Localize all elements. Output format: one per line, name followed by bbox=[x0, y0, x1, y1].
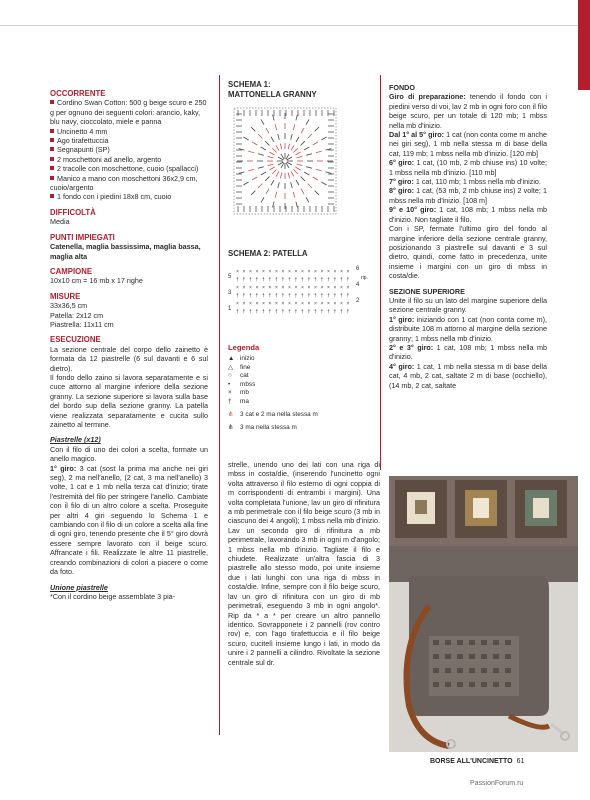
stitch-mark: × bbox=[314, 285, 317, 291]
page-footer bbox=[430, 758, 524, 765]
stitch-mark bbox=[315, 191, 319, 195]
stitch-mark: × bbox=[314, 269, 317, 275]
material-item: 1 fondo con i piedini 18x8 cm, cuoio bbox=[50, 192, 208, 201]
stitch-mark: † bbox=[255, 277, 259, 283]
material-item: 2 moschettoni ad anello, argento bbox=[50, 155, 208, 164]
stitch-mark: † bbox=[288, 277, 291, 283]
esecuzione-paragraph: La sezione centrale del corpo dello zainetto è formata da 12 piastrelle (6 sul davanti e 6 sul dietro). bbox=[50, 344, 208, 373]
stitch-mark: † bbox=[268, 277, 272, 283]
occorrente-heading: OCCORRENTE bbox=[50, 89, 106, 98]
sezione-round: 4° giro: 1 cat, 1 mb nella stessa m di base della cat, 4 mb, 2 cat, saltate 2 m di base (occhiello), (14 mb, 2 cat, saltate bbox=[389, 361, 547, 390]
stitch-mark: † bbox=[242, 309, 246, 315]
stitch-mark: † bbox=[320, 277, 324, 283]
stitch-mark: × bbox=[307, 269, 311, 275]
stitch-mark bbox=[272, 169, 276, 173]
misure-line: Patella: 2x12 cm bbox=[50, 310, 104, 320]
stitch-mark: × bbox=[236, 269, 239, 275]
material-item: Manico a mano con moschettoni 36x2,9 cm, cuoio/argento bbox=[50, 173, 198, 193]
stitch-mark bbox=[280, 173, 282, 179]
stitch-mark bbox=[301, 141, 305, 145]
legend-title: Legenda bbox=[228, 343, 260, 352]
stitch-mark: † bbox=[314, 277, 317, 283]
stitch-mark: † bbox=[288, 309, 291, 315]
sezione-paragraph: Unite il filo su un lato del margine superiore della sezione centrale granny. bbox=[389, 295, 547, 315]
misure-line: 33x36,5 cm bbox=[50, 301, 88, 311]
repeat-label: rip. bbox=[361, 275, 368, 281]
legend-item: • mbss bbox=[228, 380, 256, 388]
stitch-mark: × bbox=[268, 301, 272, 307]
stitch-mark: × bbox=[262, 285, 265, 291]
stitch-mark bbox=[296, 115, 298, 121]
stitch-mark bbox=[291, 134, 293, 140]
stitch-mark bbox=[291, 145, 294, 150]
stitch-mark: × bbox=[301, 285, 304, 291]
stitch-mark bbox=[261, 147, 266, 150]
stitch-mark: † bbox=[262, 293, 265, 299]
stitch-mark: × bbox=[249, 269, 252, 275]
unione-heading: Unione piastrelle bbox=[50, 582, 108, 592]
stitch-mark bbox=[248, 169, 254, 171]
stitch-mark: † bbox=[327, 293, 330, 299]
material-item: Uncinetto 4 mm bbox=[50, 127, 208, 136]
stitch-mark: † bbox=[236, 277, 239, 283]
bullet-square-icon bbox=[50, 100, 54, 104]
stitch-mark bbox=[258, 134, 262, 138]
fondo-round: 6° giro: 1 cat, (10 mb, 2 mb chiuse ins) 10 volte; 1 mbss nella mb d'inizio. [110 mb] bbox=[389, 158, 548, 177]
stitch-mark: † bbox=[340, 293, 343, 299]
fondo-paragraph: Con i SP, fermate l'ultimo giro del fondo al margine inferiore della sezione centrale granny, posizionando 3 piastrelle sul davanti e 3 sul dietro, quindi, come fatto in precedenza, unite insieme i margini con un giro di mbss in costa/die. bbox=[389, 224, 547, 281]
stitch-mark: † bbox=[307, 293, 311, 299]
stitch-mark: × bbox=[346, 269, 350, 275]
round-label: 1° giro: bbox=[50, 463, 77, 473]
sezione-round: 1° giro: iniziando con 1 cat (non conta come m), distribuite 108 m attorno al margine della sezione granny; 1 mbss nella mb d'inizio. bbox=[389, 314, 547, 343]
bullet-square-icon bbox=[50, 194, 54, 198]
esecuzione-paragraph: Il fondo dello zaino si lavora separatamente e si cuce attorno al margine inferiore della sezione granny. La sezione superiore si lavora sulla base del bordo sup della sezione granny. La patella viene realizzata separatamente e cucita sullo zainetto al termine. bbox=[50, 372, 208, 429]
material-item: Ago tirafettuccia bbox=[50, 136, 208, 145]
stitch-mark: × bbox=[294, 269, 298, 275]
schema1-subtitle: MATTONELLA GRANNY bbox=[228, 90, 317, 99]
slip-stitch-icon: • bbox=[228, 380, 231, 388]
row-label: 6 bbox=[356, 266, 360, 272]
stitch-mark bbox=[295, 152, 300, 155]
fondo-round: Dal 1° al 5° giro: 1 cat (non conta come m anche nei giri seg), 1 mb nella stessa m di base della cat, 119 mb; 1 mbss nella mb d'inizio. [120 mb] bbox=[389, 130, 547, 158]
stitch-mark bbox=[316, 169, 322, 171]
stitch-mark bbox=[295, 167, 300, 170]
stitch-mark bbox=[286, 154, 289, 159]
stitch-mark: † bbox=[333, 293, 337, 299]
piastrelle-heading: Piastrelle (x12) bbox=[50, 435, 101, 445]
stitch-mark: × bbox=[242, 269, 246, 275]
stitch-mark bbox=[272, 148, 276, 152]
stitch-mark: × bbox=[242, 301, 246, 307]
stitch-mark bbox=[276, 171, 279, 176]
stitch-mark bbox=[304, 172, 309, 175]
material-item: Cordino Swan Cotton: 500 g beige scuro e 250 g per ognuno dei seguenti colori: arancio, kaky, blu navy, cioccolato, miele e panna bbox=[50, 98, 207, 127]
legend-item: ▲ inizio bbox=[228, 355, 255, 363]
round-text: 3 cat (sost la prima ma anche nei giri seg), 2 ma nell'anello, (2 cat, 3 ma nell'anello) 3 volte, 1 cat e 1 mb nella terza cat d'inizio; tirate l'estremità del filo per stringere l'anello. Cambiate con il filo di un altro colore a scelta. Proseguite per altri 4 giri seguendo lo Schema 1 e cambiando con il filo di un colore a scelta alla fine di ogni giro, tenendo presente che il 5° giro dovrà essere sempre lavorato con il beige scuro. Affrancate i fili. Realizzate le altre 11 piastrelle, creando combinazioni di colori a piacere o come da foto. bbox=[50, 463, 208, 577]
stitch-mark: × bbox=[242, 285, 246, 291]
stitch-mark bbox=[321, 137, 326, 140]
stitch-mark: × bbox=[307, 301, 311, 307]
stitch-mark bbox=[265, 177, 269, 181]
stitch-mark: † bbox=[340, 309, 343, 315]
backpack-illustration bbox=[389, 476, 578, 752]
stitch-mark bbox=[313, 142, 318, 145]
difficolta-value: Media bbox=[50, 217, 70, 227]
stitch-mark: † bbox=[327, 309, 330, 315]
stitch-mark: † bbox=[346, 277, 350, 283]
patella-stitches bbox=[236, 269, 350, 315]
stitch-mark bbox=[296, 180, 299, 185]
round-label: Giro di preparazione: bbox=[389, 92, 466, 102]
stitch-mark: × bbox=[327, 269, 330, 275]
fondo-round: 9° e 10° giro: 1 cat, 108 mb; 1 mbss nella mb d'inizio. Non tagliate il filo. bbox=[389, 205, 547, 224]
chain-icon: ○ bbox=[228, 372, 232, 380]
campione-value: 10x10 cm = 16 mb x 17 righe bbox=[50, 276, 143, 286]
stitch-mark: † bbox=[301, 309, 304, 315]
stitch-mark bbox=[291, 182, 293, 188]
column-divider bbox=[380, 75, 381, 470]
piastrelle-paragraph bbox=[50, 464, 208, 577]
stitch-mark: † bbox=[333, 277, 337, 283]
stitch-mark: † bbox=[281, 277, 285, 283]
stitch-mark bbox=[321, 182, 326, 185]
stitch-mark: † bbox=[346, 293, 350, 299]
stitch-mark bbox=[278, 134, 280, 140]
legend-item: ⋔ 3 ma nella stessa m bbox=[228, 423, 297, 431]
row-label: 3 bbox=[228, 290, 232, 296]
materials-list bbox=[50, 98, 208, 201]
stitch-mark: † bbox=[275, 277, 278, 283]
stitch-mark bbox=[288, 144, 290, 150]
stitch-mark: † bbox=[281, 293, 285, 299]
material-item: Segnapunti (SP) bbox=[50, 145, 208, 154]
stitch-mark: × bbox=[255, 285, 259, 291]
stitch-mark: × bbox=[320, 285, 324, 291]
stitch-mark: † bbox=[340, 277, 343, 283]
column-right bbox=[389, 83, 547, 390]
column-left bbox=[50, 83, 208, 601]
stitch-mark bbox=[296, 137, 299, 142]
legend-item: △ fine bbox=[228, 363, 251, 371]
stitch-mark bbox=[275, 192, 277, 198]
stitch-mark: × bbox=[327, 285, 330, 291]
schema2-title: SCHEMA 2: PATELLA bbox=[228, 249, 308, 258]
stitch-mark bbox=[269, 167, 274, 170]
stitch-mark: † bbox=[281, 309, 285, 315]
bullet-square-icon bbox=[50, 166, 54, 170]
granny-squares-photo bbox=[395, 480, 567, 538]
stitch-mark bbox=[280, 144, 282, 150]
stitch-mark: × bbox=[346, 301, 350, 307]
stitch-mark: × bbox=[327, 301, 330, 307]
stitch-mark bbox=[287, 157, 292, 160]
stitch-mark bbox=[258, 154, 264, 156]
double-crochet-icon: † bbox=[228, 397, 232, 405]
stitch-mark: × bbox=[288, 285, 291, 291]
stitch-mark: × bbox=[236, 285, 239, 291]
stitch-mark: × bbox=[236, 301, 239, 307]
stitch-mark bbox=[258, 167, 264, 169]
stitch-mark bbox=[291, 171, 294, 176]
stitch-mark bbox=[296, 202, 298, 208]
bullet-square-icon bbox=[50, 176, 54, 180]
stitch-mark: × bbox=[275, 301, 278, 307]
stitch-mark: × bbox=[301, 301, 304, 307]
stitch-mark bbox=[281, 154, 284, 159]
end-icon: △ bbox=[228, 363, 233, 371]
backpack-photo bbox=[389, 476, 578, 752]
stitch-mark: † bbox=[307, 277, 311, 283]
punti-heading: PUNTI IMPIEGATI bbox=[50, 232, 115, 242]
stitch-mark bbox=[297, 164, 303, 166]
stitch-mark: × bbox=[294, 285, 298, 291]
stitch-mark bbox=[278, 162, 283, 165]
stitch-mark: † bbox=[320, 293, 324, 299]
stitch-mark: × bbox=[314, 301, 317, 307]
stitch-mark bbox=[301, 189, 304, 194]
stitch-mark: † bbox=[268, 293, 272, 299]
stitch-mark bbox=[286, 163, 289, 168]
stitch-mark: × bbox=[333, 301, 337, 307]
stitch-mark bbox=[261, 119, 264, 124]
stitch-mark: † bbox=[262, 309, 265, 315]
fondo-round: 8° giro: 1 cat, (53 mb, 2 mb chiuse ins) 2 volte; 1 mbss nella mb d'inizio. [108 m] bbox=[389, 186, 547, 205]
legend-item: ⋔ 3 cat e 2 ma nella stessa m bbox=[228, 411, 318, 419]
stitch-mark bbox=[301, 177, 305, 181]
row-label: 2 bbox=[356, 298, 360, 304]
stitch-mark bbox=[265, 141, 269, 145]
start-icon: ▲ bbox=[228, 355, 235, 363]
legend-item: × mb bbox=[228, 389, 249, 397]
stitch-mark bbox=[278, 157, 283, 160]
stitch-mark: × bbox=[320, 269, 324, 275]
stitch-mark bbox=[288, 173, 290, 179]
stitch-mark: † bbox=[268, 309, 272, 315]
stitch-mark bbox=[268, 164, 274, 166]
stitch-mark bbox=[306, 167, 312, 169]
stitch-mark bbox=[271, 180, 274, 185]
stitch-mark bbox=[258, 184, 262, 188]
material-item: 2 tracolle con moschettone, cuoio (spallacci) bbox=[50, 164, 208, 173]
stitch-mark: † bbox=[294, 293, 298, 299]
granny-stitches bbox=[236, 110, 334, 212]
difficolta-heading: DIFFICOLTÀ bbox=[50, 207, 96, 217]
stitch-mark bbox=[326, 172, 332, 174]
page-number: 61 bbox=[516, 758, 525, 765]
stitch-mark: † bbox=[255, 293, 259, 299]
stitch-mark: × bbox=[275, 269, 278, 275]
stitch-mark bbox=[297, 156, 303, 158]
stitch-mark: × bbox=[340, 301, 343, 307]
stitch-mark: × bbox=[320, 301, 324, 307]
stitch-mark: † bbox=[262, 277, 265, 283]
sezione-heading: SEZIONE SUPERIORE bbox=[389, 286, 465, 296]
stitch-mark bbox=[252, 142, 257, 145]
shell-icon: ⋔ bbox=[228, 423, 234, 431]
stitch-mark: × bbox=[255, 269, 259, 275]
stitch-mark: † bbox=[249, 277, 252, 283]
stitch-mark: × bbox=[281, 269, 285, 275]
row-label: 5 bbox=[228, 274, 232, 280]
patella-diagram bbox=[228, 265, 368, 315]
stitch-mark: × bbox=[268, 269, 272, 275]
stitch-mark bbox=[275, 124, 277, 130]
stitch-mark: † bbox=[307, 309, 311, 315]
stitch-mark bbox=[276, 145, 279, 150]
stitch-mark bbox=[293, 192, 295, 198]
legend-item: ○ cat bbox=[228, 372, 249, 380]
stitch-mark bbox=[293, 124, 295, 130]
bullet-square-icon bbox=[50, 147, 54, 151]
stitch-mark bbox=[301, 128, 304, 133]
stitch-mark bbox=[308, 184, 312, 188]
stitch-mark: † bbox=[275, 309, 278, 315]
stitch-mark: † bbox=[294, 277, 298, 283]
stitch-mark: × bbox=[275, 285, 278, 291]
granny-square-diagram bbox=[230, 104, 340, 219]
stitch-mark bbox=[243, 137, 248, 140]
stitch-mark bbox=[304, 147, 309, 150]
legend-item: † ma bbox=[228, 397, 249, 405]
legend bbox=[228, 343, 370, 432]
stitch-mark bbox=[315, 127, 319, 131]
stitch-mark: † bbox=[314, 293, 317, 299]
fondo-heading: FONDO bbox=[389, 83, 415, 92]
stitch-mark: × bbox=[249, 285, 252, 291]
single-crochet-icon: × bbox=[228, 389, 232, 397]
stitch-mark: × bbox=[281, 301, 285, 307]
stitch-mark bbox=[287, 162, 292, 165]
stitch-mark: † bbox=[236, 293, 239, 299]
stitch-mark: † bbox=[249, 293, 252, 299]
stitch-mark bbox=[271, 137, 274, 142]
stitch-mark: × bbox=[307, 285, 311, 291]
stitch-mark: † bbox=[275, 293, 278, 299]
bullet-square-icon bbox=[50, 138, 54, 142]
stitch-mark: × bbox=[262, 269, 265, 275]
stitch-mark: † bbox=[320, 309, 324, 315]
stitch-mark bbox=[251, 191, 255, 195]
stitch-mark bbox=[316, 151, 322, 153]
stitch-mark: † bbox=[249, 309, 252, 315]
stitch-mark: † bbox=[301, 293, 304, 299]
stitch-mark: × bbox=[268, 285, 272, 291]
stitch-mark: × bbox=[294, 301, 298, 307]
watermark: PassionForum.ru bbox=[470, 780, 524, 787]
row-label: 4 bbox=[356, 282, 360, 288]
row-label: 1 bbox=[228, 306, 232, 312]
stitch-mark: × bbox=[262, 301, 265, 307]
stitch-mark: × bbox=[255, 301, 259, 307]
campione-heading: CAMPIONE bbox=[50, 266, 93, 276]
stitch-mark bbox=[266, 128, 269, 133]
stitch-mark bbox=[281, 163, 284, 168]
stitch-mark: × bbox=[301, 269, 304, 275]
stitch-mark: † bbox=[294, 309, 298, 315]
sezione-round: 2° e 3° giro: 1 cat, 108 mb; 1 mbss nella mb d'inizio. bbox=[389, 342, 548, 362]
stitch-mark: × bbox=[249, 301, 252, 307]
stitch-mark: † bbox=[327, 277, 330, 283]
stitch-mark bbox=[306, 197, 309, 202]
piastrelle-paragraph: Con il filo di uno dei colori a scelta, formate un anello magico. bbox=[50, 444, 208, 464]
stitch-mark: † bbox=[242, 293, 246, 299]
stitch-mark bbox=[251, 127, 255, 131]
column-divider bbox=[219, 75, 220, 735]
fondo-round: 7° giro: 1 cat, 110 mb; 1 mbss nella mb d'inizio. bbox=[389, 177, 541, 187]
schema1-title: SCHEMA 1: bbox=[228, 80, 271, 89]
stitch-mark bbox=[293, 148, 297, 152]
stitch-mark bbox=[261, 197, 264, 202]
punti-value: Catenella, maglia bassissima, maglia bassa, maglia alta bbox=[50, 242, 201, 261]
stitch-mark: † bbox=[236, 309, 239, 315]
stitch-mark bbox=[261, 172, 266, 175]
stitch-mark: † bbox=[255, 309, 259, 315]
stitch-mark: † bbox=[301, 277, 304, 283]
stitch-mark bbox=[252, 177, 257, 180]
stitch-mark bbox=[269, 152, 274, 155]
unione-continued: strelle, unendo uno dei lati con una riga di mbss in costa/die, (inserendo l'uncinetto ogni volta attraverso il filo esterno di ogni coppia di m corrispondenti di entrambi i margini). Una volta completata l'unione, lav un giro di rifinitura a mb perimetrale con il filo beige scuro (3 mb in ciascuno dei 4 angoli); 1 mbss nella mb d'inizio. Lav un secondo giro di rifinitura a mb perimetrale, lavorando 3 mb in ogni m d'angolo; 1 mbss nella mb d'inizio. Tagliate il filo e chiudete. Realizzate un'altra fascia di 3 piastrelle allo stesso modo, poi unite insieme due i lati lunghi con una riga di mbss in costa/die. Infine, sempre con il filo beige scuro, lav un giro di rifinitura con un giro di mb perimetrali, eseguendo 3 mb in ogni angolo*. Rip da * a * per creare un altro pannello identico. Sovrapponete i 2 pannelli (rov contro rov) e, con l'ago tirafettuccia e il filo beige scuro, cucitelì insieme lungo i lati, in modo da unire i 2 pannelli a cilindro. Rivoltate la sezione centrale sul dr. bbox=[228, 460, 380, 667]
stitch-mark bbox=[266, 189, 269, 194]
esecuzione-heading: ESECUZIONE bbox=[50, 335, 101, 345]
unione-paragraph: *Con il cordino beige assemblate 3 pia- bbox=[50, 591, 176, 601]
stitch-mark bbox=[308, 134, 312, 138]
stitch-mark: † bbox=[333, 309, 337, 315]
stitch-mark: † bbox=[314, 309, 317, 315]
page-edge-tab bbox=[578, 0, 590, 90]
magazine-title: BORSE ALL'UNCINETTO bbox=[430, 758, 513, 765]
stitch-mark: × bbox=[288, 301, 291, 307]
stitch-mark: × bbox=[333, 269, 337, 275]
column-middle bbox=[228, 80, 370, 432]
fondo-paragraph: Giro di preparazione: tenendo il fondo con i piedini verso di voi, lav 2 mb in ogni foro con il filo beige scuro, per un totale di 120 mb; 1 mbss nella mb d'inizio. bbox=[389, 92, 547, 130]
stitch-mark bbox=[306, 154, 312, 156]
stitch-mark: × bbox=[288, 269, 291, 275]
stitch-mark bbox=[248, 151, 254, 153]
misure-heading: MISURE bbox=[50, 291, 81, 301]
stitch-mark bbox=[268, 156, 274, 158]
stitch-mark: † bbox=[346, 309, 350, 315]
stitch-mark bbox=[306, 119, 309, 124]
stitch-mark: † bbox=[288, 293, 291, 299]
stitch-mark: × bbox=[281, 285, 285, 291]
bullet-square-icon bbox=[50, 157, 54, 161]
stitch-mark: † bbox=[242, 277, 246, 283]
stitch-mark bbox=[239, 172, 245, 174]
stitch-mark: × bbox=[333, 285, 337, 291]
stitch-mark bbox=[313, 177, 318, 180]
stitch-mark bbox=[293, 169, 297, 173]
misure-line: Piastrella: 11x11 cm bbox=[50, 319, 114, 329]
stitch-mark bbox=[243, 182, 248, 185]
cluster-icon: ⋔ bbox=[228, 411, 234, 419]
stitch-mark: × bbox=[340, 285, 343, 291]
top-rule bbox=[0, 25, 590, 26]
stitch-mark: × bbox=[340, 269, 343, 275]
bullet-square-icon bbox=[50, 129, 54, 133]
stitch-mark: × bbox=[346, 285, 350, 291]
stitch-mark bbox=[278, 182, 280, 188]
